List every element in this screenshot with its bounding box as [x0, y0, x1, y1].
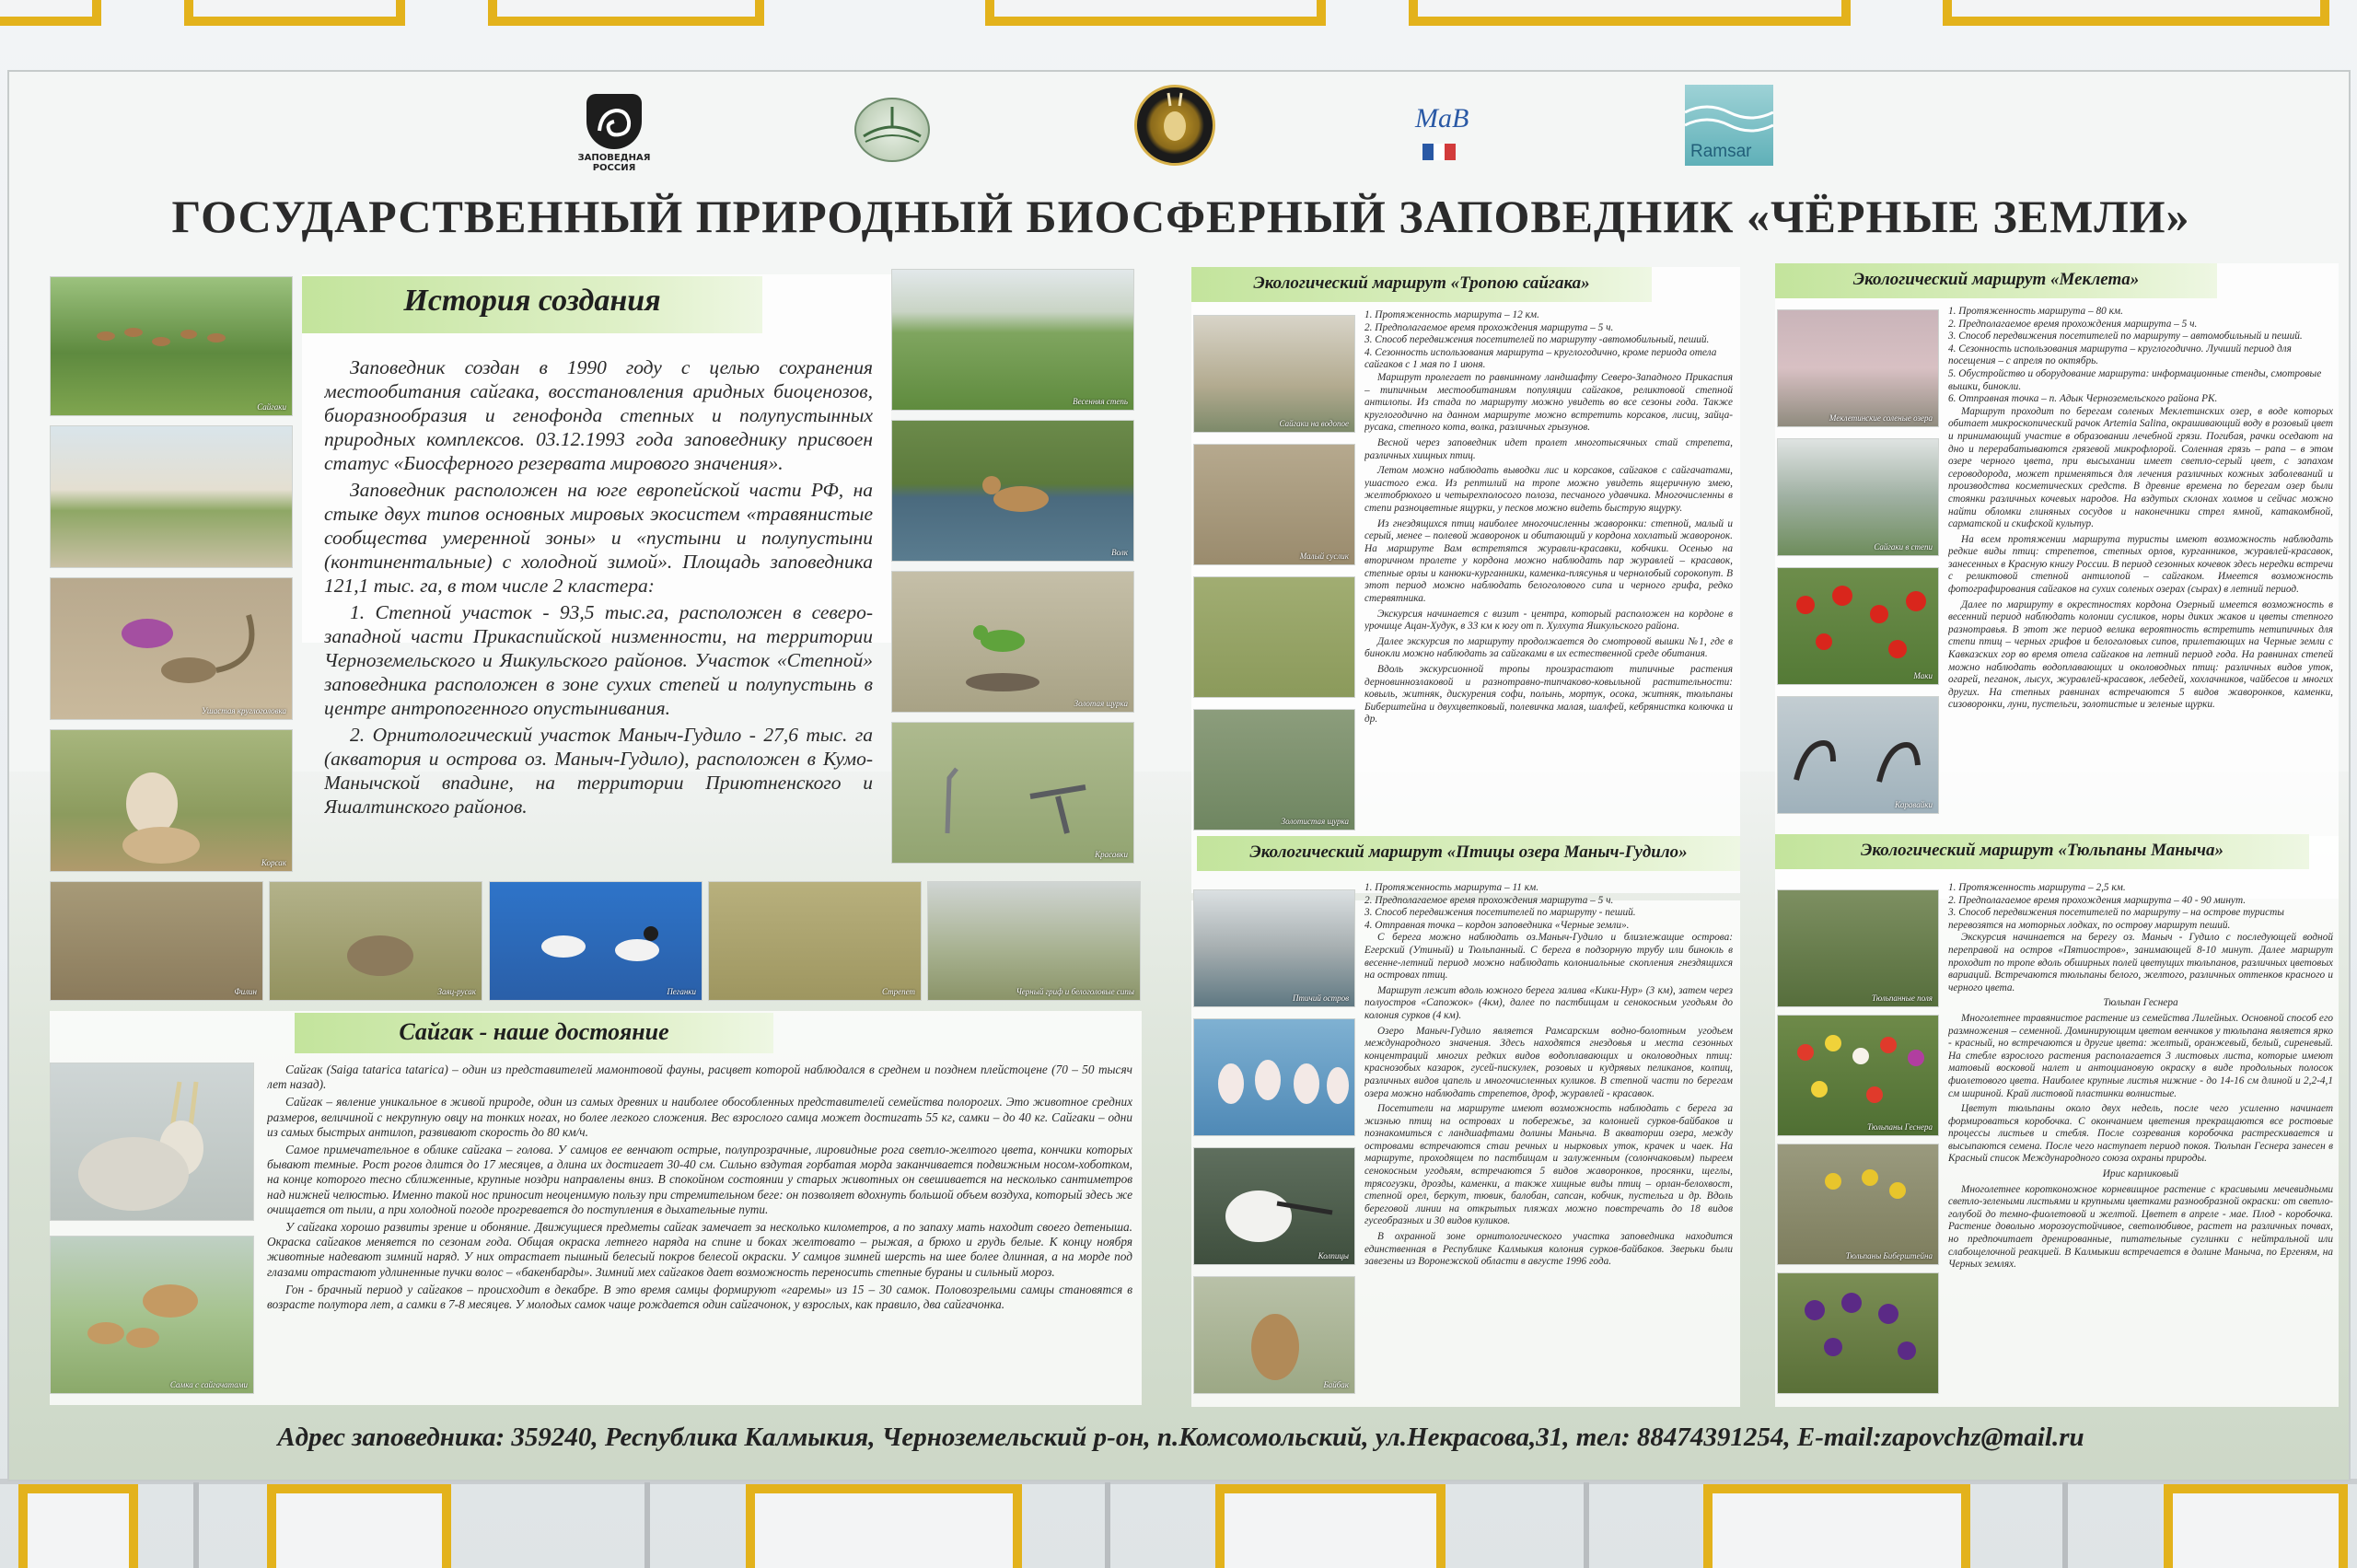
frame-bottom-3: [746, 1484, 1022, 1568]
photo-caption: Золотистая щурка: [1281, 817, 1349, 826]
photo-hoopoe: [1193, 576, 1355, 698]
photo-little-bustard: [708, 881, 922, 1001]
history-text: [324, 355, 873, 908]
frame-bottom-1: [18, 1484, 138, 1568]
photo-demoiselle-cranes: [891, 722, 1134, 864]
mab-logo-text: MaB: [1415, 103, 1469, 134]
route-fact: 3. Способ передвижения посетителей по маршруту - пеший.: [1364, 907, 1636, 919]
frame-top-1: [0, 0, 101, 26]
bear-icon: [586, 94, 642, 149]
saiga-paragraph: У сайгака хорошо развиты зрение и обоняние. Движущиеся предметы сайгак замечает за несколько километров, а по запаху мать находит своего детеныша. Окраска сайгаков меняется по сезонам года. Общая окраска летнего наряда на спине и боках желтовато – рыжая, а брюхо и грудь белые. К концу ноября животные надевают зимний наряд. У них отрастает пышный белесый покров белесой окраски. У самцов зимней шерсть на шее более длинная, а на морде под глазами отрастают удлиненные пучки волос – «бакенбарды». Зимний мех сайгаков дает возможность переносить степные бураны и сильный мороз.: [267, 1220, 1132, 1279]
photo-caption: Байбак: [1323, 1380, 1349, 1389]
reserve-address: Адрес заповедника: 359240, Республика Калмыкия, Черноземельский р-он, п.Комсомольский, ул.Некрасова,31, тел: 88474391254, E-mail:zapovchz@mail.ru: [277, 1423, 2084, 1452]
photo-caption: Красавки: [1095, 850, 1128, 859]
photo-mekleta-lakes: [1777, 309, 1939, 427]
ibis-illustration: [1778, 697, 1939, 814]
photo-caption: Волк: [1111, 548, 1128, 557]
hare-illustration: [270, 882, 482, 1001]
route-birds-text: [1364, 882, 1733, 1407]
route-fact: 1. Протяженность маршрута – 12 км.: [1364, 309, 1539, 320]
photo-caption: Малый суслик: [1299, 552, 1349, 561]
route-saiga-heading: Экологический маршрут «Тропою сайгака»: [1191, 267, 1652, 302]
saiga-female-illustration: [51, 1237, 254, 1394]
photo-caption: Тюльпанные поля: [1872, 993, 1933, 1003]
photo-caption: Маки: [1913, 671, 1933, 680]
photo-gesner-tulips: [1777, 1015, 1939, 1136]
route-fact: 2. Предполагаемое время прохождения маршрута – 5 ч.: [1948, 318, 2198, 330]
history-paragraph: 2. Орнитологический участок Маныч-Гудило - 27,6 тыс. га (акватория и острова оз. Маныч-Гудило), расположен в Кумо-Манычской впадине, на территории Приютненского и Яшалтинского районов.: [324, 724, 873, 818]
lizard-illustration: [51, 578, 293, 720]
route-paragraph: Посетители на маршруте имеют возможность наблюдать с берега за жизнью птиц на островах и побережье, за колонией сурков-байбаков и познакомиться с ландшафтами долины Маныча. В акватории озера, между островами встречаются стаи речных и нырковых уток, крачек и чаек. На маршруте, проходящем по пастбищам и залуженным (солончаковым) пыреем сенокосным угодьям, встречаются 5 видов жаворонков, просянки, щеглы, трясогузки, дрозды, каменки, а также хищные виды птиц – орлан-белохвост, степной орел, беркут, тювик, балобан, сапсан, кобчик, пустельга и др. Вдоль береговой линии на открытых пляжах можно повстречать до 18 видов гусеобразных и 30 видов куликов.: [1364, 1103, 1733, 1227]
route-paragraph: Весной через заповедник идет пролет многотысячных стай стрепета, различных хищных птиц.: [1364, 436, 1733, 461]
fence-post: [644, 1482, 650, 1568]
crane-illustration: [892, 723, 1134, 864]
route-fact: 2. Предполагаемое время прохождения маршрута – 5 ч.: [1364, 321, 1614, 333]
route-fact: 3. Способ передвижения посетителей по маршруту -автомобильный, пеший.: [1364, 334, 1710, 346]
saiga-paragraph: Сайгак – явление уникальное в живой природе, один из самых древних и наиболее обособленных представителей семейства полорогих. Это животное средних размеров, величиной с некрупную овцу на тонких ногах, но более легкого сложения. Вес взрослого самца может достигать 55 кг, самки – до 40 кг. Сайгаки – одни из самых быстрых антилоп, развивают скорость до 80 км/ч.: [267, 1095, 1132, 1139]
photo-caption: Черный гриф и белоголовые сипы: [1016, 987, 1134, 996]
route-paragraph: Маршрут лежит вдоль южного берега залива «Кики-Нур» (3 км), затем через полуостров «Сапожок» (4км), далее по пастбищам и сенокосным угодьям до колония сурков (4 км).: [1364, 984, 1733, 1021]
route-tulips-text: [1948, 882, 2333, 1407]
photo-caption: Заяц-русак: [437, 987, 476, 996]
marmot-illustration: [1194, 1277, 1355, 1394]
pelican-illustration: [1194, 1019, 1355, 1136]
saiga-paragraph: Сайгак (Saiga tatarica tatarica) – один из представителей мамонтовой фауны, расцвет которой наблюдался в среднем и позднем плейстоцене (70 – 50 тысяч лет назад).: [267, 1063, 1132, 1092]
route-fact: 1. Протяженность маршрута – 11 км.: [1364, 882, 1539, 893]
zapovednaya-rossiya-logo: [586, 94, 642, 149]
route-saiga-text: [1364, 309, 1733, 899]
photo-saiga-female: [50, 1236, 254, 1394]
mab-flag-white: [1434, 144, 1445, 160]
history-paragraph: Заповедник создан в 1990 году с целью сохранения местообитания сайгака, восстановления аридных биоценозов, биоразнообразия и генофонда степных и полупустынных природных комплексов. 03.12.1993 года заповеднику присвоен статус «Биосферного резервата мирового значения».: [324, 356, 873, 474]
route-fact: 3. Способ передвижения посетителей по маршруту – автомобильный и пеший.: [1948, 331, 2303, 343]
photo-caption: Меклетинские соленые озера: [1829, 413, 1933, 423]
mab-logo: [1413, 94, 1478, 168]
route-paragraph: Далее по маршруту в окрестностях кордона Озерный имеется возможность в весенний период наблюдать колонии сусликов, норы диких жаков и цветы степного разнотравья. В этот же период велика вероятность встретить нетипичных для степи птиц – черных грифов и белоголовых сипов, прилетающих на Черные земли с Кавказских гор во время отела сайгаков на летний период года. На равнинах степей можно наблюдать водоплавающих и околоводных птиц: различных видов уток, огарей, пеганок, лысух, журавлей-красавок, лебедей, хохлачников, чайбесов и многих других. На степных равнинах встречаются 5 видов жаворонков, каменки, сизоворонки, луни, пустельги, золотистые и зеленые щурки.: [1948, 598, 2333, 711]
info-board: [7, 70, 2351, 1481]
saiga-text: [267, 1063, 1132, 1405]
photo-corsac-foxes: [50, 729, 293, 872]
route-fact: 3. Способ передвижения посетителей по маршруту – на острове туристы перевозятся на моторных лодках, по острову маршрут пеший.: [1948, 907, 2284, 931]
photo-toad-headed-agama: [50, 577, 293, 720]
photo-caption: Стрепет: [882, 987, 915, 996]
saiga-paragraph: Гон - брачный период у сайгаков – происходит в декабре. В это время самцы формируют «гаремы» из 15 – 30 самок. Половозрелыми самцы становятся в возрасте полутора лет, а самки в 7-8 месяцев. У молодых самок чаще рождается один сайгачонок, у взрослых, как правило, два сайгачонка.: [267, 1282, 1132, 1312]
route-paragraph: С берега можно наблюдать оз.Маныч-Гудило и близлежащие острова: Егерский (Утиный) и Тюльпанный. С берега в подзорную трубу или бинокль в весенне-летний период можно наблюдать колониальные скопления гнездящихся на островах птиц.: [1364, 932, 1733, 981]
photo-pelicans: [1193, 1018, 1355, 1136]
route-paragraph: Озеро Маныч-Гудило является Рамсарским водно-болотным угодьем международного значения. Здесь находятся гнездовья и места сезонных концентраций многих редких видов водоплавающих и околоводных птиц: краснозобых казарок, гусей-пискулек, розовых и кудрявых пеликанов, колпиц, различных видов цапель и многочисленных куликов. В степной части по берегам озера можно наблюдать стрепетов, дроф, журавлей - красавок.: [1364, 1025, 1733, 1099]
frame-top-4: [985, 0, 1326, 26]
route-fact: 4. Сезонность использования маршрута – круглогодично, кроме периода отела сайгаков с 1 мая по 1 июня.: [1364, 346, 1717, 371]
photo-shelducks: [489, 881, 702, 1001]
photo-hare: [269, 881, 482, 1001]
photo-caption: Тюльпаны Биберштейна: [1845, 1251, 1933, 1260]
frame-bottom-2: [267, 1484, 451, 1568]
photo-saigas-steppe: [1777, 438, 1939, 556]
shelduck-illustration: [490, 882, 702, 1001]
history-heading: История создания: [302, 276, 762, 333]
frame-top-2: [184, 0, 405, 26]
route-subheading: Тюльпан Геснера: [2103, 997, 2178, 1009]
photo-caption: Филин: [234, 987, 257, 996]
route-paragraph: В охранной зоне орнитологического участка заповедника находится единственная в Республике Калмыкия колония сурков-байбаков. Зверьки были завезены из Воронежской области в августе 1996 года.: [1364, 1231, 1733, 1268]
yellow-tulip-illustration: [1778, 1144, 1939, 1265]
route-paragraph: Из гнездящихся птиц наиболее многочисленны жаворонки: степной, малый и серый, менее – полевой жаворонок и обитающий у кордона хохлатый жаворонок. На маршруте Вам встретятся журавли-красавки, кобчики. Осенью на вторичном пролете у кордона можно наблюдать пар журавлей – красавок, степные орлы и канюки-курганники, каменка-плясунья и чернолобый сорокопут. В этот период можно наблюдать белоголового сипа и черного грифа, редко стервятника.: [1364, 517, 1733, 605]
route-fact: 4. Сезонность использования маршрута – круглогодично. Лучший период для посещения – с апреля по октябрь.: [1948, 343, 2292, 367]
route-birds-heading: Экологический маршрут «Птицы озера Маныч-Гудило»: [1197, 836, 1740, 871]
route-paragraph: Маршрут проходит по берегам соленых Меклетинских озер, в воде которых обитает микроскопический рачок Artemia Salina, окрашивающий воду в розовый цвет и принимающий участие в образовании лечебной грязи. Погибая, рачки оседают на дно и перерабатываются грязевой микрофлорой. Соленная грязь – рапа – в этом озере черного цвета, при высыхании имеет светло-серый цвет, с запахом сероводорода, может применяться для лечения различных кожных заболеваний и производства косметических средств. В древние времена по берегам озер были стоянки различных кочевых народов. На вздутых склонах холмов и сейчас можно найти обломки глиняных сосудов и наконечники стрел ямной, катакомбной, сарматской и скифской культур.: [1948, 405, 2333, 530]
poppy-illustration: [1778, 568, 1939, 685]
photo-caption: Самка с сайгачатами: [169, 1380, 248, 1389]
fence-post: [193, 1482, 199, 1568]
photo-caption: Сайгаки на водопое: [1279, 419, 1349, 428]
photo-tulip-fields: [1777, 889, 1939, 1007]
photo-caption: Каравайки: [1894, 800, 1933, 809]
route-saiga-facts: [1364, 309, 1733, 372]
photo-saigas-watering: [1193, 315, 1355, 433]
photo-caption: Золотая щурка: [1074, 699, 1128, 708]
photo-caption: Корсак: [261, 858, 286, 867]
photo-caption: Сайгаки в степи: [1874, 542, 1933, 552]
route-mekleta-text: [1948, 306, 2333, 902]
fence-post: [1105, 1482, 1110, 1568]
bird-illustration: [892, 572, 1134, 713]
saiga-paragraph: Самое примечательное в облике сайгака – голова. У самцов ее венчают острые, полупрозрачные, лировидные рога светло-желтого цвета, кончики которых бывают темные. Рост рогов длится до 17 месяцев, а длина их достигает 30-40 см. Сильно вздутая горбатая морда заканчивается подвижным носом-хоботком, на конце которого тесно сближенные, крупные ноздри направлены вниз. В спокойном состоянии у старых животных он свешивается на несколько сантиметров над нижней челюстью. Именно такой нос приносит неоценимую пользу при стремительном беге: он позволяет вдохнуть большой объем воздуха, который здесь же очищается от пыли, а при холодной погоде прогревается до поступления в дыхательные пути.: [267, 1143, 1132, 1216]
photo-spoonbill: [1193, 1147, 1355, 1265]
photo-caption: Ушастая круглоголовка: [202, 706, 286, 715]
route-paragraph: Летом можно наблюдать выводки лис и корсаков, сайгаков с сайгачатами, ушастого ежа. Из рептилий на тропе можно увидеть ящеричную змею, желтобрюхого и четырехполосого полоза, песчаного удавчика. Многочисленны в степи разноцветные ящурки, у песков можно видеть быструю ящурку.: [1364, 465, 1733, 514]
fox-illustration: [51, 730, 293, 872]
waves-icon: [1685, 85, 1773, 140]
saiga-head-icon: [1137, 87, 1213, 163]
frame-top-5: [1409, 0, 1851, 26]
photo-bird-island: [1193, 889, 1355, 1007]
photo-sand-dunes: [50, 425, 293, 568]
globe-icon: [856, 99, 928, 160]
globe-logo: [854, 98, 930, 162]
frame-top-6: [1943, 0, 2329, 26]
route-mekleta-facts: [1948, 306, 2333, 406]
photo-vultures: [927, 881, 1141, 1001]
ramsar-logo-text: Ramsar: [1690, 142, 1752, 161]
route-fact: 2. Предполагаемое время прохождения маршрута – 5 ч.: [1364, 894, 1614, 906]
saiga-herd-illustration: [51, 277, 293, 416]
route-paragraph: Вдоль экскурсионной тропы произрастают типичные растения дерновиннозлаковой и разнотравно-типчаково-ковыльной растительности: ковыль, житняк, дискурения софи, полынь, мортук, осока, житняк, тюльпаны Биберштейна и двухцветковый, полевичка малая, шалфей, кебрянистка колючка и др.: [1364, 664, 1733, 726]
frame-bottom-6: [2164, 1484, 2348, 1568]
route-paragraph: Многолетнее травянистое растение из семейства Лилейных. Основной способ его размножения – семенной. Доминирующим цветом венчиков у тюльпана является ярко - красный, но встречаются и другие цвета: желтый, оранжевый, белый, сиреневый. На стебле взрослого растения располагается 3 листовых листа, которые имеют матовый восковой налет и антоциановую окраску в виде продольных полосок фиолетового цвета. Наиболее крупные листья нижние - до 14-16 см длиной и 2,2-4,1 см шириной. Край листовой пластинки волнистые.: [1948, 1012, 2333, 1099]
route-subheading: Ирис карликовый: [2102, 1168, 2179, 1180]
ramsar-logo: [1685, 85, 1773, 166]
photo-saiga-male: [50, 1063, 254, 1221]
route-fact: 4. Отправная точка – кордон заповедника «Черные земли».: [1364, 919, 1630, 931]
history-paragraph: 1. Степной участок - 93,5 тыс.га, расположен в северо-западной части Прикаспийской низменности, на территории Черноземельского и Яшкульского районов. Участок «Степной» заповедника расположен в зоне сухих степей и полупустынь в центре антропогенного опустынивания.: [324, 601, 873, 719]
fence-post: [1584, 1482, 1589, 1568]
photo-bieberstein-tulips: [1777, 1144, 1939, 1265]
mab-flag-red: [1445, 144, 1456, 160]
route-fact: 1. Протяженность маршрута – 80 км.: [1948, 306, 2123, 317]
route-paragraph: Многолетнее коротконожное корневищное растение с красивыми мечевидными светло-зелеными листьями и крупными цветками разнообразной окраски: от светло-голубой до темно-фиолетовой и желтой. Цветет в апреле - мае. Плод - коробочка. Растение довольно морозоустойчивое, светолюбивое, растет на различных почвах, но предпочитает дренированные, питательные суглинки с нейтральной или слабощелочной реакцией. В Калмыкии встречается в долине Маныча, по Ергеням, на Черных землях.: [1948, 1183, 2333, 1271]
page-title: ГОСУДАРСТВЕННЫЙ ПРИРОДНЫЙ БИОСФЕРНЫЙ ЗАПОВЕДНИК «ЧЁРНЫЕ ЗЕМЛИ»: [171, 191, 2190, 242]
tulip-illustration: [1778, 1016, 1939, 1136]
photo-caption: Сайгаки: [257, 402, 286, 412]
photo-caption: Колпицы: [1318, 1251, 1349, 1260]
photo-bee-eater: [891, 571, 1134, 713]
photo-caption: Птичий остров: [1293, 993, 1349, 1003]
reserve-emblem-logo: [1134, 85, 1215, 166]
photo-ground-squirrel: [1193, 444, 1355, 565]
route-paragraph: Экскурсия начинается с визит - центра, который расположен на кордоне в урочище Ацан-Худук, в 33 км к югу от п. Хулхута Яшкульского района.: [1364, 608, 1733, 633]
iris-illustration: [1778, 1273, 1939, 1394]
fence-post: [2062, 1482, 2068, 1568]
photo-caption: Весенняя степь: [1073, 397, 1128, 406]
photo-glossy-ibises: [1777, 696, 1939, 814]
mab-flag-blue: [1422, 144, 1434, 160]
route-tulips-facts: [1948, 882, 2333, 932]
frame-top-3: [488, 0, 764, 26]
route-tulips-heading: Экологический маршрут «Тюльпаны Маныча»: [1775, 834, 2309, 869]
route-mekleta-heading: Экологический маршрут «Меклета»: [1775, 263, 2217, 298]
wolf-illustration: [892, 421, 1134, 562]
photo-spring-steppe: [891, 269, 1134, 411]
route-paragraph: Далее экскурсия по маршруту продолжается до смотровой вышки №1, где в бинокли можно наблюдать за сайгаками в их естественной среде обитания.: [1364, 635, 1733, 660]
photo-dwarf-iris: [1777, 1272, 1939, 1394]
route-paragraph: Экскурсия начинается на берегу оз. Маныч - Гудило с последующей водной переправой на остров «Пятиостров», занимающей 8-10 минут. Далее маршрут проходит по тропе вдоль обширных полей цветущих тюльпанов, различных цветовых вариаций. Встречаются тюльпаны белого, желтого, различных оттенков красного и черного цвета.: [1948, 932, 2333, 993]
zapovednaya-rossiya-label: ЗАПОВЕДНАЯ РОССИЯ: [577, 153, 651, 173]
saiga-heading: Сайгак - наше достояние: [295, 1013, 773, 1053]
photo-marmot: [1193, 1276, 1355, 1394]
route-fact: 5. Обустройство и оборудование маршрута: информационные стенды, смотровые вышки, бинокли.: [1948, 367, 2322, 392]
route-paragraph: На всем протяжении маршрута туристы имеют возможность наблюдать редкие виды птиц: стрепетов, степных орлов, курганников, журавлей-красавок, занесенных в Красную книгу России. В период сезонных кочевок здесь нередки встречи с реликтовой степной антилопой – сайгаком. Имеется возможность фотографирования сайгаков на сухих соленых озерах (сырах) в летний период.: [1948, 533, 2333, 596]
route-fact: 6. Отправная точка – п. Адык Черноземельского района РК.: [1948, 393, 2218, 405]
photo-caption: Тюльпаны Геснера: [1867, 1122, 1933, 1132]
route-paragraph: Цветут тюльпаны около двух недель, после чего усиленно начинает формироваться коробочка. С окончанием цветения прекращаются все ростовые процессы листьев и стебля. После созревания коробочка растрескивается и высыпаются семена. После чего наступает период покоя. Тюльпан Геснера занесен в Красный список Международного союза охраны природы.: [1948, 1103, 2333, 1165]
photo-european-bee-eater: [1193, 709, 1355, 830]
spoonbill-illustration: [1194, 1148, 1355, 1265]
frame-bottom-4: [1215, 1484, 1446, 1568]
photo-caption: Пеганки: [667, 987, 696, 996]
history-paragraph: Заповедник расположен на юге европейской части РФ, на стыке двух типов основных мировых экосистем «травянистые сообщества умеренной зоны» и «пустыни и полупустыни (континентальные) с холодной зимой». Площадь заповедника 121,1 тыс. га, в том числе 2 кластера:: [324, 479, 873, 597]
photo-poppies: [1777, 567, 1939, 685]
saiga-male-illustration: [51, 1063, 254, 1221]
route-fact: 1. Протяженность маршрута – 2,5 км.: [1948, 882, 2126, 893]
route-paragraph: Маршрут пролегает по равнинному ландшафту Северо-Западного Прикаспия – типичным местообитаниям популяции сайгаков, реликтовой степной антилопы. Из стада по маршруту можно увидеть во все сезоны года. Также круглогодично на данном маршруте можно встретить корсаков, лисиц, зайца-русака, степного кота, волка, различных грызунов.: [1364, 371, 1733, 434]
route-birds-facts: [1364, 882, 1733, 932]
photo-eagle-owl: [50, 881, 263, 1001]
frame-bottom-5: [1703, 1484, 1970, 1568]
photo-wolf: [891, 420, 1134, 562]
photo-saigas: [50, 276, 293, 416]
route-fact: 2. Предполагаемое время прохождения маршрута – 40 - 90 минут.: [1948, 894, 2247, 906]
